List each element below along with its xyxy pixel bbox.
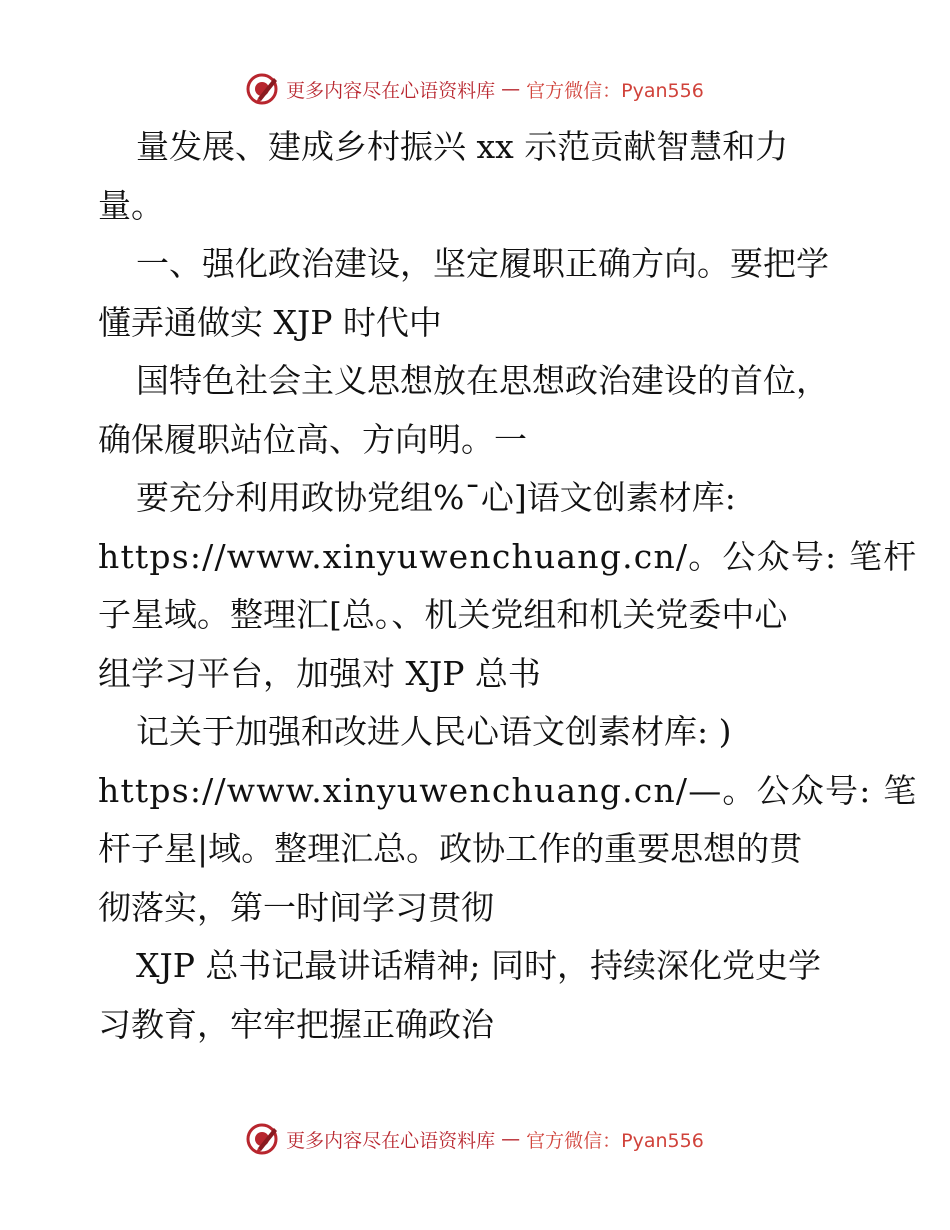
paragraph-line: 子星域。整理汇[总。、机关党组和机关党委中心: [98, 595, 788, 634]
banner-content: [246, 1122, 704, 1156]
banner-content: [246, 72, 704, 106]
paragraph-line: XJP 总书记最讲话精神; 同时，持续深化党史学: [136, 946, 822, 985]
paragraph-line: 国特色社会主义思想放在思想政治建设的首位，: [136, 361, 829, 400]
pen-logo-icon: [246, 72, 280, 106]
banner-site-text: 更多内容尽在心语资料库: [286, 79, 496, 102]
header-banner: [0, 72, 950, 106]
document-body: [98, 118, 918, 1054]
banner-wechat-text: 官方微信：Pyan556: [526, 79, 704, 102]
paragraph-line: 习教育，牢牢把握正确政治: [98, 1004, 494, 1044]
paragraph-line: 懂弄通做实 XJP 时代中: [98, 302, 442, 342]
paragraph-line: 量。: [98, 185, 164, 225]
banner-dash: —: [501, 1128, 521, 1150]
paragraph-line: 要充分利用政协党组%¯心]语文创素材库:: [136, 478, 736, 517]
paragraph-line: https://www.xinyuwenchuang.cn/—。公众号: 笔: [98, 770, 918, 810]
paragraph-line: 记关于加强和改进人民心语文创素材库: ): [136, 712, 732, 751]
paragraph-line: 彻落实，第一时间学习贯彻: [98, 887, 494, 927]
paragraph-line: 量发展、建成乡村振兴 xx 示范贡献智慧和力: [136, 127, 789, 166]
paragraph-line: 杆子星|域。整理汇总。政协工作的重要思想的贯: [98, 829, 803, 868]
banner-dash: —: [501, 78, 521, 100]
paragraph-line: 一、强化政治建设，坚定履职正确方向。要把学: [136, 244, 829, 283]
footer-banner: [0, 1122, 950, 1156]
paragraph-line: 确保履职站位高、方向明。一: [98, 419, 527, 459]
paragraph-line: 组学习平台，加强对 XJP 总书: [98, 653, 541, 693]
pen-logo-icon: [246, 1122, 280, 1156]
banner-site-text: 更多内容尽在心语资料库: [286, 1129, 496, 1152]
paragraph-line: https://www.xinyuwenchuang.cn/。公众号: 笔杆: [98, 536, 918, 576]
banner-wechat-text: 官方微信：Pyan556: [526, 1129, 704, 1152]
